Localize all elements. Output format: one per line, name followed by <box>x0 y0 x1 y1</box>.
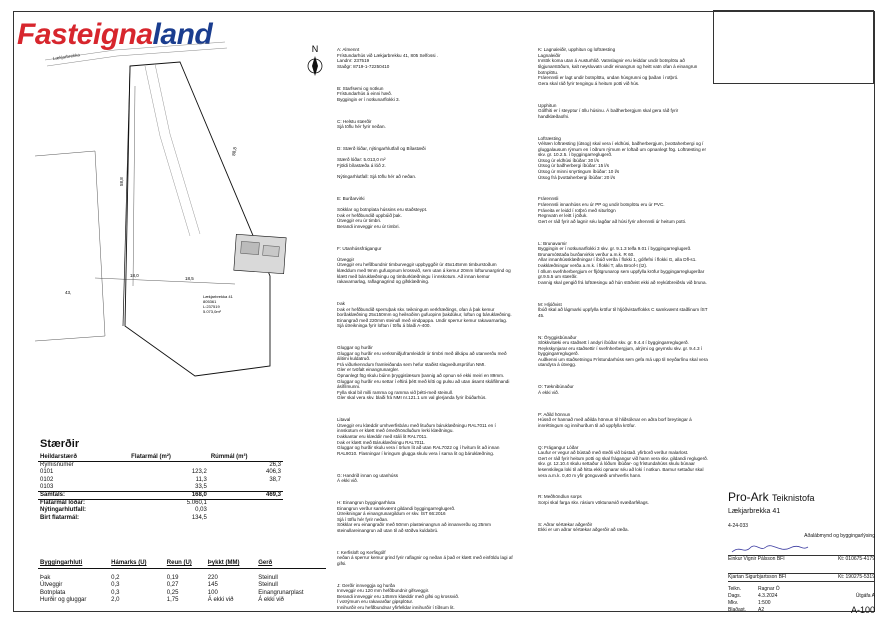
cell: Samtals: <box>40 492 66 499</box>
dim-far-left: 43, <box>65 290 72 295</box>
cell: Einangrunarplast <box>258 589 304 596</box>
cell: Þak <box>40 574 51 581</box>
cell: 38,7 <box>269 476 281 483</box>
cell: 145 <box>207 582 218 588</box>
byg-col-header: Gerð <box>258 560 273 566</box>
signer-kt: Kt: 010675-4179 <box>838 556 875 562</box>
cell: 11,3 <box>195 476 207 483</box>
info-value: A2 <box>758 607 765 613</box>
cell: 1,75 <box>166 597 179 603</box>
spec-paragraph: C: Helstu stærðir Sjá töflu hér fyrir neðan. <box>337 118 386 130</box>
spec-paragraph: P: Aðild hönnun Hússð er hannað með aðilda hönnun til hliðsóknar en aðra borf breytingar á innréttingum og innihurðum til að uppfylla kröfur. <box>538 411 692 428</box>
info-value: Ragnar Ó <box>758 586 780 592</box>
cell: 33,5 <box>195 483 207 490</box>
designer-name: Kjartan Sigurbjartsson BFÍ <box>728 574 787 580</box>
spec-paragraph: H: Einangrun byggingarhluta Einangrun verður samkvæmt gildandi byggingarreglugerð. Útreikningar á einangrunargildum er skv. ÍST 66:2016 Sjá í töflu hér fyrir neðan. Sökklar eru einangraðir með 50mm plasteinangrun að innanverðu og 25mm steinullareinangrun að utan til að stöðva kuldabrú. <box>337 499 491 533</box>
dim-right: 88,8 <box>231 146 238 157</box>
size-col-header: Rúmmál (m³) <box>209 454 283 462</box>
logo-part-blue: land <box>152 18 213 51</box>
neighbor-road-label: Lækjarbrekka <box>52 52 81 61</box>
cell: Útveggir <box>40 582 63 588</box>
table-row <box>38 515 283 522</box>
cell: 0101 <box>40 469 54 476</box>
cell: 123,2 <box>191 469 207 476</box>
cell: 406,3 <box>265 469 281 476</box>
parcel-label: Lækjarbrekka 41 805361 L:237519 5.073,0m² <box>203 294 233 314</box>
project-name: Lækjarbrekka 41 <box>728 508 781 515</box>
table-row <box>38 590 326 598</box>
cell: 220 <box>207 574 218 581</box>
info-extra: Útgáfa A <box>855 593 875 599</box>
signature-area <box>728 543 875 556</box>
table-row <box>38 507 283 514</box>
dim-bottom-right: 18,5 <box>185 276 194 281</box>
info-key: Mkv. <box>728 600 739 606</box>
spec-paragraph: G: Handrið innan og utanhúss Á ekki við. <box>337 472 399 484</box>
info-row <box>728 593 875 600</box>
cell: 0,25 <box>166 589 179 596</box>
spec-paragraph: A: Almennt Frístundarhús við Lækjarbrekku 41, 805 Selfossi . Landnr: 237519 Staðgr: 8719-1-72250410 <box>337 47 439 69</box>
cell: Flatarmál lóðar: <box>40 500 86 507</box>
table-row <box>38 469 283 476</box>
cell: 0,2 <box>111 574 120 581</box>
cell: 0,19 <box>166 574 179 581</box>
cell: Á ekki við <box>258 597 284 603</box>
size-table-title: Stærðir <box>40 438 80 450</box>
cell: 0103 <box>40 483 54 490</box>
designer-row <box>728 573 875 582</box>
size-col-header: Flatarmál (m²) <box>129 454 209 462</box>
spec-paragraph: Frárennsli Frárennsli innanhúss eru úr PP og undir botnplötu eru úr PVC. Fráveita er leidd í rotþró með siturlögn Regnvatn er leitt í jöðuk. Gert er ráð fyrir að lagnir séu lagðar að húsi fyrir afrennsli úr heitum potti. <box>538 196 687 224</box>
byg-col-header: Hámarks (U) <box>111 560 147 566</box>
cell: Nýtingarhlutfall: <box>40 507 86 514</box>
spec-paragraph: Gluggar og hurðir Gluggar og hurðir eru verksmiðjuframleiddir úr timbri með álkápu að utanverðu með álitimi kuldatruð. Frá viðurkenndum framleiðanda sem hefur staðist slagveðursprófun NMI. Gler er tvöfalt einangrunargler. Ópnanlegt fög skulu búinn þryggislæsum þannig að opnun sé ekki meiri en 89mm. Gluggar og hurðir eru settar í eftirá þétt með kítti og pulsu að utan ásamt skálfilmandi ásífilmunni. Fylla skal bil milli ramma og ramma við þétti-með steinull. Gler skal vera skv. blaði frá NMI nr.121.1 um val glerjanda fyrir íbúðarhús. <box>337 345 510 401</box>
north-arrow-icon <box>308 44 322 76</box>
table-row <box>38 462 283 470</box>
byg-col-header: Byggingarhluti <box>40 560 83 566</box>
table-row <box>38 500 283 508</box>
cell: 168,0 <box>191 492 207 499</box>
cell: 0,3 <box>111 582 120 588</box>
spec-paragraph: D: Stærð lóðar, nýtingarhlutfall og Bílastæði Stærð lóðar: 5.013,0 m² Fjöldi bílastæða á lóð 2. Nýtingarhlutfall: Sjá töflu hér að neðan. <box>337 146 426 180</box>
cell: 134,5 <box>191 514 207 521</box>
cell: Rýmisnúmer <box>40 462 74 469</box>
company-name-main: Pro-Ark <box>728 490 769 504</box>
cell: 0,3 <box>111 589 120 596</box>
cell: Steinull <box>258 574 278 581</box>
spec-paragraph: M: Hljóðvist Íbúð skal að lágmarki uppfylla kröfur til hljóðvistarflokks C samkvæmt staðlinum ÍST 45. <box>538 301 708 318</box>
spec-paragraph: Q: Frágangur Lóðar Laufur er vegur að bústað með steðli við bústað. yfirborð verður malarlost. Gert er ráð fyrir heitum potti og skal frágangur við hann vera skv. gildandi reglugerð. skv. gr. 12.10.4 skulu settaður á lóðum íbúðar- og frístundahúss skulu búnaar lesenskilega loki til að hitta ekki opnarar séu að loki í notkun. Barnur settaður skal vera a.m.k. 0,40 m yfir gönguvæði umhverfis hann. <box>538 444 708 478</box>
spec-paragraph: K: Lagnaleiðir, upphitun og loftræsting Lagnaleiðir Inntök koma utan á Austurhlið. Vatnslagnir eru leiddar undir botnplötu að tilgjunarstöðum, kalt neysluvatn undir einangrun og heitt vatn ofan á einangrun botnplötu. Frárennsli er lagt undir botnplötu, undan húsgrunni og þaðan í rotþró. Gera skal ráð fyrir tengingu á heitum potti við hús. <box>538 47 698 86</box>
cell: 100 <box>207 589 218 596</box>
table-row <box>38 477 283 484</box>
signer-name: Einkur Vignir Pálsson BFÍ <box>728 556 785 562</box>
stamp-box <box>713 10 874 84</box>
cell: 0102 <box>40 476 54 483</box>
table-row <box>38 582 326 590</box>
cell: 0,27 <box>166 582 179 588</box>
sheet-number: A-100 <box>850 605 875 615</box>
table-row <box>38 575 326 583</box>
cell: 26,3 <box>269 462 281 469</box>
info-value: 4.3.2024 <box>758 593 778 599</box>
cell: Birt flatarmál: <box>40 514 80 521</box>
spec-column-1 <box>337 36 513 621</box>
spec-paragraph: E: Burðarvirki Sökklar og botnplata hússins eru staðsteypt. Þak er hefðbundið uppbúið þak. Útveggir eru úr timbri. Berandi innveggir eru úr timbri. <box>337 195 428 229</box>
table-row <box>38 597 326 605</box>
company-name-sub: Teiknistofa <box>772 493 815 503</box>
info-row <box>728 586 875 593</box>
building-parts-table <box>38 560 326 605</box>
dim-left-long: 58,8 <box>119 177 124 186</box>
byg-col-header: Þykkt (MM) <box>207 560 240 566</box>
table-row <box>38 484 283 492</box>
cell: 0,03 <box>195 507 207 514</box>
spec-paragraph: Upphitun Gólfhiti er í steyptur í öllu húsinu. Á baðherbergjum skal gera ráð fyrir handklæðaofni. <box>538 102 679 119</box>
title-block <box>728 490 875 614</box>
cell: 5.060,1 <box>186 500 207 507</box>
spec-paragraph: L: Brunavarnir Byggingin er í notkunarflokki 3 skv. gr. 9.1.3 telfa 9.01 í byggingarreglugerð. Brunamótstaða burðarvirkis verður a.m.k. R 60. Allar innanhússklæðningar í íbúð verða í flokki 1, gólfefni í flokki G, alla Dfl-s1. Þakklæðningar verða a.m.k. í flokki T, alla Broof-t (t2). Í öllum svefnherbergjum er fljótgrunarop sem uppfylla kröfur byggingarreglugerðar gr.9.5.5 um stærðir. Þannig skal gengið frá loftræsingu að hún stöðvist ekki að reykútbreiðslu við bruna. <box>538 240 707 285</box>
spec-paragraph: B: Starfsemi og notkun Frístundarhús á einni hæð. Byggingin er í notkunarflokki 3. <box>337 85 400 102</box>
dim-bottom-left: 18,0 <box>130 273 139 278</box>
cell <box>209 484 283 492</box>
spec-paragraph: Loftræsting Vélræn loftræsting (útsog) skal vera í eldhúsi, baðherbergjum, þvottaherbergi og í gluggalausum rýmum en í öðrum rýmum er loftað um opnanlegt fög. Loftræsting er skv. gr. 10.2.5. í byggingarreglugerð. Útsog úr eldhúsi íbúðar: 30 l/s Útsog úr baðherbergi íbúðar: 15 l/s Útsog úr minni snyrtingum íbúðar: 10 l/s Útsog frá þvottaherbergi íbúðar: 20 l/s <box>538 135 707 180</box>
site-plan <box>35 36 325 431</box>
spec-paragraph: R: Meðhöndlun sorps Sorpi skal farga skv. rásium vöktunarvið svæðarfélags. <box>538 494 649 505</box>
cell: Hurðir og gluggar <box>40 597 87 603</box>
byg-col-header: Reun (U) <box>166 560 192 566</box>
info-row <box>728 607 875 614</box>
parcel-outline <box>125 62 270 376</box>
cell: Steinull <box>258 582 278 588</box>
project-number: 4-24-033 <box>728 523 749 529</box>
north-label: N <box>311 44 319 54</box>
spec-paragraph: Þak Þak er hefðbundið sperruþak skv. teikningum verkfræðings, ofan á þak kemur borðaklæðning 25x150mm og heilsoðinn gufuopinn þakdúkur, loftun og báruklæðning. Einangrað með 220mm steinull með vindpappa. Undir sperrur kemur rakavarnarlag. Sjá útreikninga fyrir loftun í töflu á blaði A-400. <box>337 300 512 329</box>
info-key: Teikn. <box>728 586 742 592</box>
house-footprint <box>234 234 286 273</box>
cell: 469,3 <box>265 492 281 499</box>
cell: Botnplata <box>40 589 66 596</box>
spec-paragraph: Litaval Útveggir eru klæddir umhverfisbáru með lituðum báruklæðningu RAL7011 en í innskotum er klætt með ómeðhöndluðum lerki klæðningu. Þakkantar eru klæddir með stáli lit RAL7011. Þak er klætt með Báruklæðningu RAL7011. Gluggar og hurðir skulu vera í örlum lit að utan RAL7022 og í hvítum lit að innan RAL9010. Flasningar í kringum glugga skulu vera í sama lit og báruklæðning. <box>337 417 500 456</box>
spec-column-2 <box>538 36 708 544</box>
total-row <box>38 492 283 500</box>
spec-paragraph: J: Gerðir innveggja og hurða Innveggir eru 120 mm hefðbundnir gifsveggir. Berandi innveggir eru 145mm klæddir með gifsi og krossvið. Í votrýmum eru rakavarðar gipsplötur. Innihurðir eru hefðbundnar yfirfelldar innihurðir í tíðsum lit. <box>337 582 460 611</box>
info-rows <box>728 586 875 614</box>
signer-row <box>728 556 875 563</box>
spec-paragraph: N: Öryggisbúnaður Slökkvitæki eru staðsett í andyri íbúðar skv. gr. 9.4.4 í byggingarreglugerð. Reykskynjarar eru staðsettir í svefnherbergjum, alrými og geymslu skv. gr. 9.4.3 í byggingarreglugerð. Auðkenni um staðsetningu Frístundarhúss sem gefa má upp til neyðarlínu skal vera utandyra á útvegg. <box>538 334 708 368</box>
size-table <box>38 438 283 522</box>
cell: 2,0 <box>111 597 120 603</box>
spec-paragraph: S: Aðrar sértækar aðgerðir Ekki er um aðrar sértækar aðgerðir að ræða. <box>538 521 629 533</box>
signature-icon <box>730 543 810 555</box>
spec-paragraph: O: Tæknibúnaður Á ekki við. <box>538 384 574 395</box>
cell <box>129 462 209 470</box>
info-value: 1:500 <box>758 600 771 606</box>
spec-paragraph: F: Utanhússfrágangur Útveggir Útveggir eru hefðbundnir timburveggir uppbyggðir úr 45x145mm timburstoðum klæddum með 9mm gufuopnum krossvið, sem utan á kemur 20mm lofturunargrind og klætt með báruklæðningu og timburklæðningu í innskotum. Að innan kemur rakavarnarlag, raflagnagrind og gifsklæðning. <box>337 245 511 285</box>
logo-part-red: Fasteigna <box>17 18 153 51</box>
info-key: Blaðast. <box>728 607 747 613</box>
cell: Á ekki við <box>207 597 234 603</box>
company-name <box>728 490 875 504</box>
spec-paragraph: I: Kerfisloft og Kerfisgólf neðan á sperrur kemur grind fyrir raflagnir og neðan á það er klætt með einföldu lagi af gifsi. <box>337 549 513 566</box>
size-col-header: Heildarstærð <box>38 454 129 462</box>
designer-kt: Kt: 190275-5319 <box>838 574 875 580</box>
drawing-title: Aðalábmynd og byggingarlýsing <box>804 533 875 539</box>
info-key: Dags. <box>728 593 742 599</box>
